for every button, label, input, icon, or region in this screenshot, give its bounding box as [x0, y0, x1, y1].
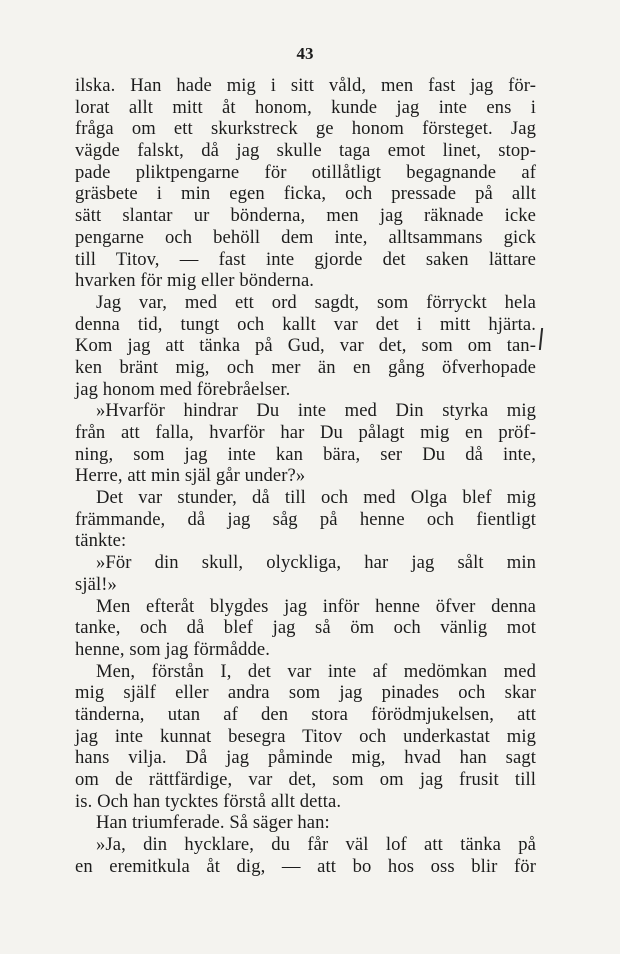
text-line: sätt slantar ur bönderna, men jag räknade icke — [75, 205, 536, 227]
text-line: jag inte kunnat besegra Titov och underkastat mig — [75, 725, 536, 747]
text-line: fråga om ett skurkstreck ge honom försteget. Jag — [75, 118, 536, 140]
text-line: hans vilja. Då jag påminde mig, hvad han sagt — [75, 747, 536, 769]
text-line: pengarne och behöll dem inte, alltsammans gick — [75, 226, 536, 248]
text-line: »Hvarför hindrar Du inte med Din styrka mig — [96, 400, 536, 422]
text-line: mig själf eller andra som jag pinades och skar — [75, 682, 536, 704]
text-line: från att falla, hvarför har Du pålagt mig en pröf- — [75, 422, 536, 443]
text-line: en eremitkula åt dig, — att bo hos oss blir för — [75, 855, 536, 877]
text-line: främmande, då jag såg på henne och fientligt — [75, 508, 536, 530]
text-line: vägde falskt, då jag skulle taga emot linet, stop- — [75, 140, 536, 162]
text-line: hvarken för mig eller bönderna. — [75, 270, 315, 292]
text-line: Det var stunder, då till och med Olga blef mig — [96, 487, 536, 509]
text-line: tanke, och då blef jag så öm och vänlig mot — [75, 617, 536, 639]
text-line: tänkte: — [75, 530, 127, 552]
text-line: »Ja, din hycklare, du får väl lof att tänka på — [96, 834, 536, 856]
text-line: is. Och han tycktes förstå allt detta. — [75, 790, 342, 812]
text-line: Herre, att min själ går under?» — [75, 465, 306, 487]
text-line: henne, som jag förmådde. — [75, 638, 270, 660]
page-number: 43 — [296, 44, 314, 63]
text-line: Men efteråt blygdes jag inför henne öfver denna — [96, 595, 536, 617]
text-line: Kom jag att tänka på Gud, var det, som om tan- — [75, 335, 536, 357]
text-line: jag honom med förebråelser. — [75, 378, 291, 400]
margin-mark — [539, 328, 543, 350]
text-line: »För din skull, olyckliga, har jag sålt min — [96, 552, 536, 574]
text-line: ilska. Han hade mig i sitt våld, men fast jag för- — [75, 75, 536, 96]
text-line: Jag var, med ett ord sagdt, som förryckt hela — [96, 291, 536, 313]
text-line: denna tid, tungt och kallt var det i mitt hjärta. — [75, 313, 536, 335]
text-line: Han triumferade. Så säger han: — [96, 812, 330, 834]
text-line: till Titov, — fast inte gjorde det saken lättare — [75, 248, 536, 270]
text-line: gräsbete i min egen ficka, och pressade på allt — [75, 183, 536, 205]
text-line: om de rättfärdige, var det, som om jag frusit till — [75, 769, 536, 790]
text-line: själ!» — [75, 573, 117, 595]
body-text — [75, 75, 536, 877]
text-line: ken bränt mig, och mer än en gång öfverhopade — [75, 356, 536, 378]
text-line: Men, förstån I, det var inte af medömkan med — [96, 660, 536, 682]
text-line: pade pliktpengarne för otillåtligt begagnande af — [75, 161, 536, 183]
text-line: ning, som jag inte kan bära, ser Du då inte, — [75, 443, 536, 465]
text-line: lorat allt mitt åt honom, kunde jag inte ens i — [75, 96, 536, 118]
text-line: tänderna, utan af den stora förödmjukelsen, att — [75, 703, 536, 725]
